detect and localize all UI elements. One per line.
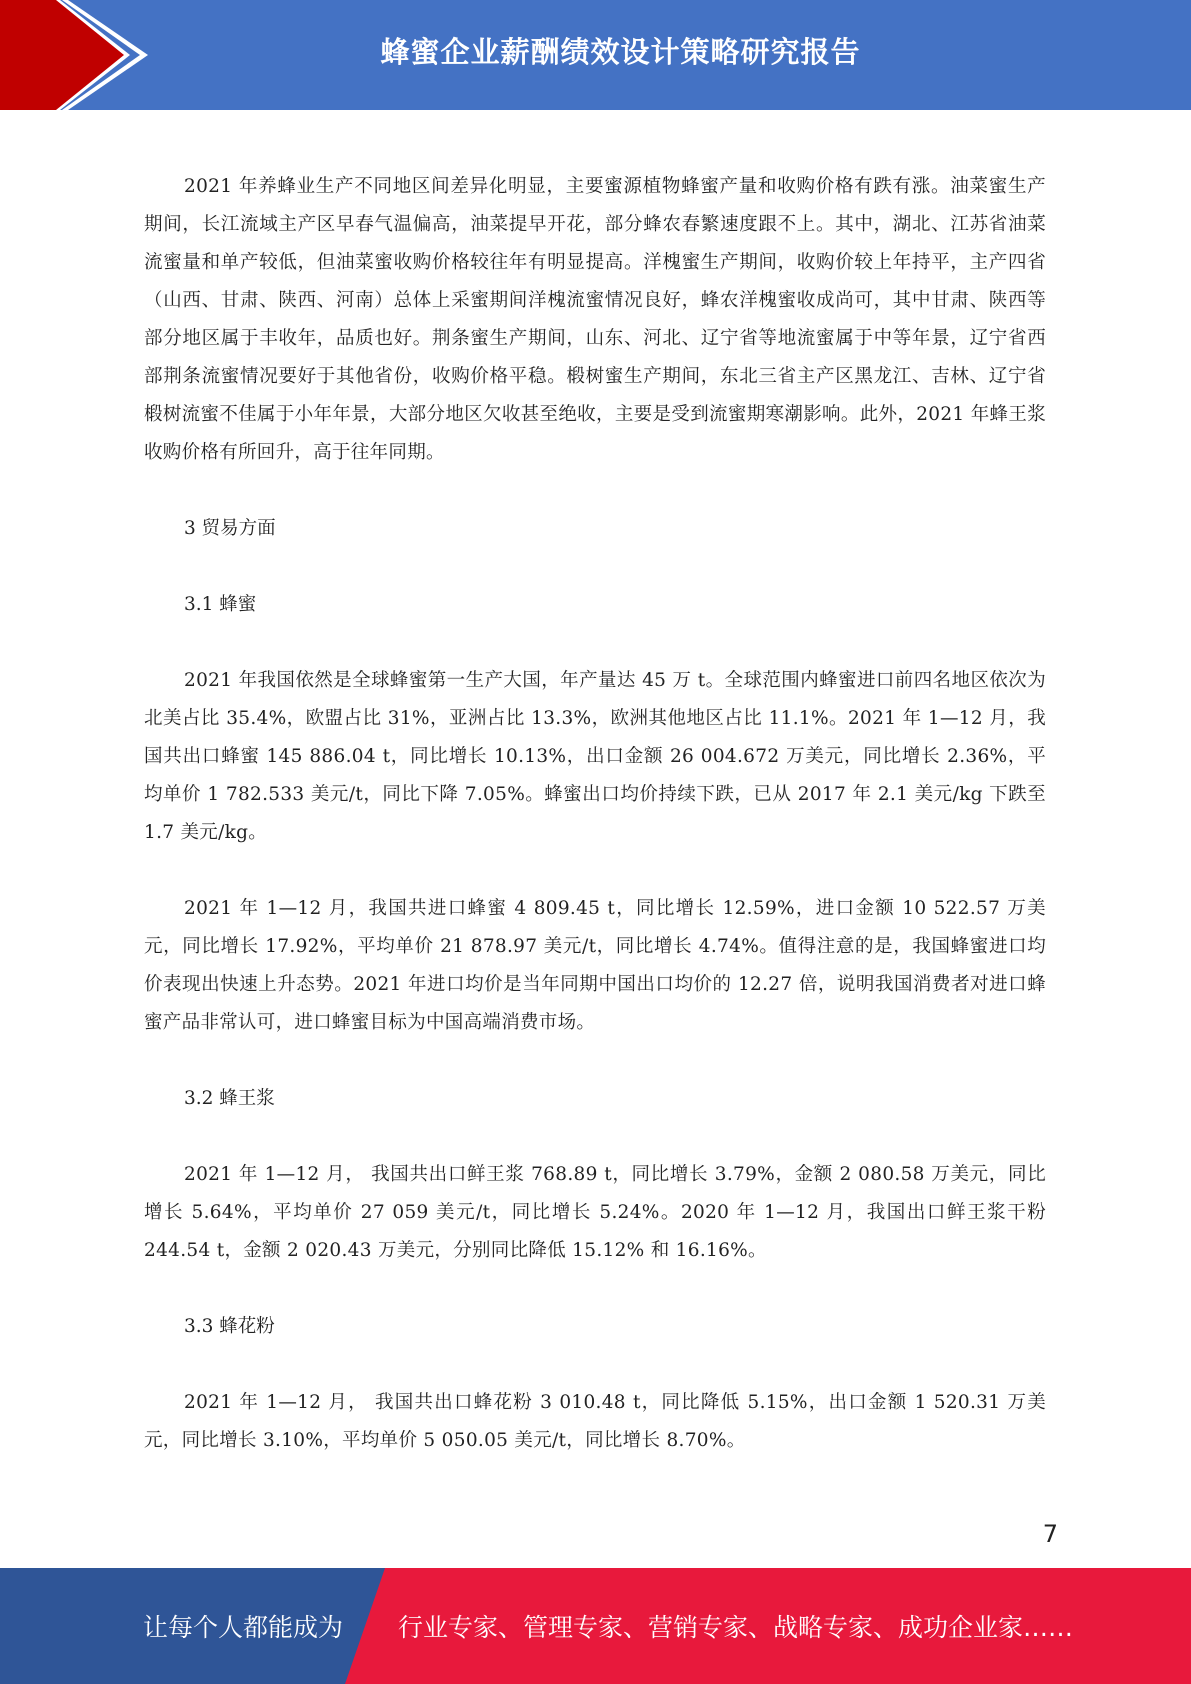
footer-slogan-left: 让每个人都能成为 — [143, 1613, 344, 1642]
paragraph-production-regions: 2021 年养蜂业生产不同地区间差异化明显，主要蜜源植物蜂蜜产量和收购价格有跌有涨。油菜蜜生产期间，长江流域主产区早春气温偏高，油菜提早开花，部分蜂农春繁速度跟不上。其中，湖北、江苏省油菜流蜜量和单产较低，但油菜蜜收购价格较往年有明显提高。洋槐蜜生产期间，收购价较上年持平，主产四省（山西、甘肃、陕西、河南）总体上采蜜期间洋槐流蜜情况良好，蜂农洋槐蜜收成尚可，其中甘肃、陕西等部分地区属于丰收年，品质也好。荆条蜜生产期间，山东、河北、辽宁省等地流蜜属于中等年景，辽宁省西部荆条流蜜情况要好于其他省份，收购价格平稳。椴树蜜生产期间，东北三省主产区黑龙江、吉林、辽宁省椴树流蜜不佳属于小年年景，大部分地区欠收甚至绝收，主要是受到流蜜期寒潮影响。此外，2021 年蜂王浆收购价格有所回升，高于往年同期。 — [144, 176, 1046, 463]
footer-slogan-right: 行业专家、管理专家、营销专家、战略专家、成功企业家…… — [398, 1613, 1074, 1642]
page-header — [0, 0, 1191, 110]
section-heading-honey: 3.1 蜂蜜 — [184, 594, 257, 615]
paragraph-honey-import: 2021 年 1—12 月，我国共进口蜂蜜 4 809.45 t，同比增长 12.59%，进口金额 10 522.57 万美元，同比增长 17.92%，平均单价 21 878.97 美元/t，同比增长 4.74%。值得注意的是，我国蜂蜜进口均价表现出快速上升态势。2021 年进口均价是当年同期中国出口均价的 12.27 倍，说明我国消费者对进口蜂蜜产品非常认可，进口蜂蜜目标为中国高端消费市场。 — [144, 898, 1046, 1033]
report-title: 蜂蜜企业薪酬绩效设计策略研究报告 — [380, 34, 861, 69]
section-heading-royal-jelly: 3.2 蜂王浆 — [184, 1088, 275, 1109]
paragraph-bee-pollen: 2021 年 1—12 月， 我国共出口蜂花粉 3 010.48 t，同比降低 5.15%，出口金额 1 520.31 万美元，同比增长 3.10%，平均单价 5 050.05 美元/t，同比增长 8.70%。 — [144, 1392, 1046, 1451]
report-body — [144, 168, 1046, 1460]
paragraph-honey-export: 2021 年我国依然是全球蜂蜜第一生产大国，年产量达 45 万 t。全球范围内蜂蜜进口前四名地区依次为北美占比 35.4%，欧盟占比 31%，亚洲占比 13.3%，欧洲其他地区占比 11.1%。2021 年 1—12 月，我国共出口蜂蜜 145 886.04 t，同比增长 10.13%，出口金额 26 004.672 万美元，同比增长 2.36%，平均单价 1 782.533 美元/t，同比下降 7.05%。蜂蜜出口均价持续下跌，已从 2017 年 2.1 美元/kg 下跌至 1.7 美元/kg。 — [144, 670, 1046, 843]
page-footer — [0, 1568, 1191, 1684]
section-heading-bee-pollen: 3.3 蜂花粉 — [184, 1316, 275, 1337]
section-heading-trade: 3 贸易方面 — [184, 518, 276, 539]
paragraph-royal-jelly: 2021 年 1—12 月， 我国共出口鲜王浆 768.89 t，同比增长 3.79%，金额 2 080.58 万美元，同比增长 5.64%，平均单价 27 059 美元/t，同比增长 5.24%。2020 年 1—12 月，我国出口鲜王浆干粉 244.54 t，金额 2 020.43 万美元，分别同比降低 15.12% 和 16.16%。 — [144, 1164, 1046, 1261]
page-number: 7 — [1042, 1520, 1058, 1548]
